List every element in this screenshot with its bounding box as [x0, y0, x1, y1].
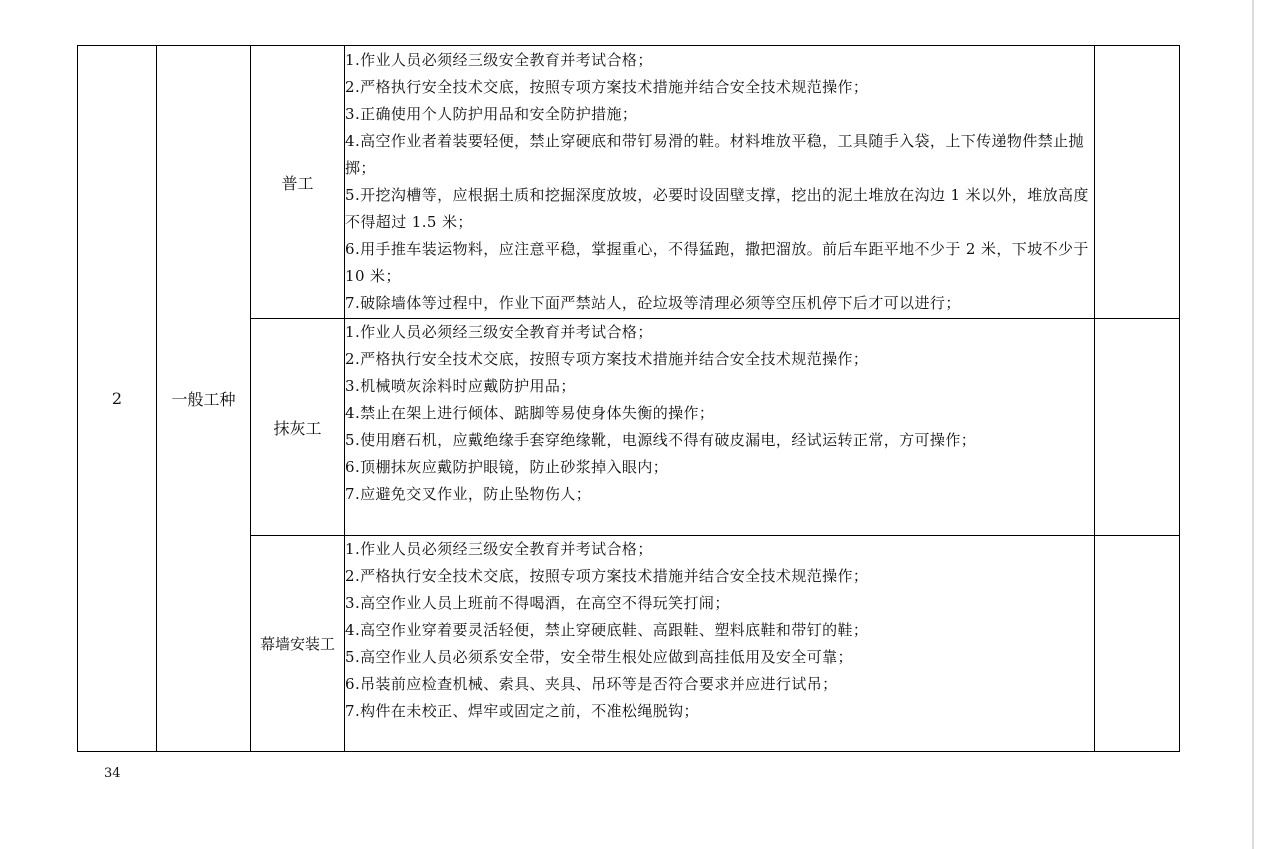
category-cell: 一般工种	[157, 46, 251, 752]
requirements-cell	[345, 536, 1095, 752]
requirement-item: 6.用手推车装运物料，应注意平稳，掌握重心，不得猛跑，撒把溜放。前后车距平地不少于 2 米，下坡不少于 10 米；	[345, 240, 1089, 285]
job-name-cell: 普工	[251, 46, 345, 319]
requirement-item: 5.高空作业人员必须系安全带，安全带生根处应做到高挂低用及安全可靠；	[345, 648, 853, 666]
requirement-item: 5.使用磨石机，应戴绝缘手套穿绝缘靴，电源线不得有破皮漏电，经试运转正常，方可操作；	[345, 431, 977, 449]
requirement-item: 7.应避免交叉作业，防止坠物伤人；	[345, 485, 592, 503]
requirement-item: 5.开挖沟槽等，应根据土质和挖掘深度放坡，必要时设固壁支撑，挖出的泥土堆放在沟边 1 米以外，堆放高度不得超过 1.5 米；	[345, 186, 1089, 231]
requirements-cell	[345, 319, 1095, 536]
requirement-item: 4.高空作业穿着要灵活轻便，禁止穿硬底鞋、高跟鞋、塑料底鞋和带钉的鞋；	[345, 621, 869, 639]
requirement-item: 1.作业人员必须经三级安全教育并考试合格；	[345, 323, 653, 341]
safety-requirements-table	[77, 45, 1180, 752]
requirements-cell	[345, 46, 1095, 319]
page-number: 34	[104, 766, 121, 781]
blank-cell	[1095, 536, 1180, 752]
blank-cell	[1095, 319, 1180, 536]
requirement-item: 3.正确使用个人防护用品和安全防护措施；	[345, 105, 638, 123]
requirement-item: 7.构件在未校正、焊牢或固定之前，不准松绳脱钩；	[345, 702, 699, 720]
requirement-item: 1.作业人员必须经三级安全教育并考试合格；	[345, 51, 653, 69]
requirement-item: 4.禁止在架上进行倾体、踮脚等易使身体失衡的操作；	[345, 404, 715, 422]
table-row	[78, 46, 1180, 319]
job-name-cell: 抹灰工	[251, 319, 345, 536]
requirement-item: 6.顶棚抹灰应戴防护眼镜，防止砂浆掉入眼内；	[345, 458, 669, 476]
requirement-item: 7.破除墙体等过程中，作业下面严禁站人，砼垃圾等清理必须等空压机停下后才可以进行；	[345, 294, 961, 312]
requirement-item: 2.严格执行安全技术交底，按照专项方案技术措施并结合安全技术规范操作；	[345, 78, 869, 96]
job-name-cell: 幕墙安装工	[251, 536, 345, 752]
requirement-item: 4.高空作业者着装要轻便，禁止穿硬底和带钉易滑的鞋。材料堆放平稳，工具随手入袋，上下传递物件禁止抛掷；	[345, 132, 1084, 177]
page-edge	[1252, 0, 1254, 849]
requirement-item: 3.机械喷灰涂料时应戴防护用品；	[345, 377, 576, 395]
requirement-item: 2.严格执行安全技术交底，按照专项方案技术措施并结合安全技术规范操作；	[345, 567, 869, 585]
row-number-cell: 2	[78, 46, 157, 752]
blank-cell	[1095, 46, 1180, 319]
requirement-item: 6.吊装前应检查机械、索具、夹具、吊环等是否符合要求并应进行试吊；	[345, 675, 838, 693]
requirement-item: 3.高空作业人员上班前不得喝酒，在高空不得玩笑打闹；	[345, 594, 730, 612]
requirement-item: 1.作业人员必须经三级安全教育并考试合格；	[345, 540, 653, 558]
requirement-item: 2.严格执行安全技术交底，按照专项方案技术措施并结合安全技术规范操作；	[345, 350, 869, 368]
